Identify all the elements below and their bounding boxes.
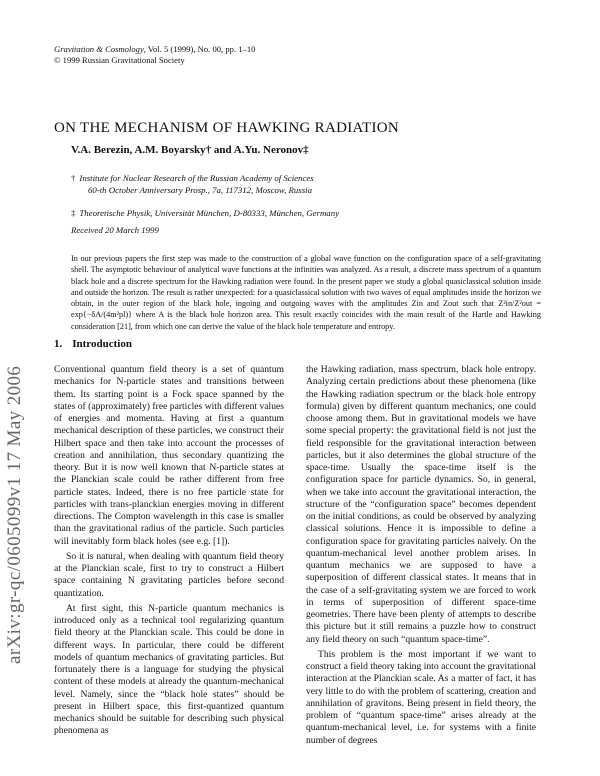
affiliation-1 [71, 172, 314, 196]
journal-header [54, 44, 255, 66]
paragraph: the Hawking radiation, mass spectrum, black hole entropy. Analyzing certain predictions about these phenomena (like the Hawking radiation spectrum or the black hole entropy formula) given by different quantum mechanics, one could choose among them. But in gravitational models we have some special property: the gravitational field is not just the field responsible for the gravitational interaction between particles, but it also determines the global structure of the space-time. Usually the space-time itself is the configuration space for particle dynamics. So, in general, when we take into account the gravitational interaction, the structure of the “configuration space” becomes dependent on the initial conditions, as could be observed by analyzing classical solutions. Hence it is impossible to define a configuration space for gravitating particles naively. On the quantum-mechanical level another problem arises. In quantum mechanics we are supposed to have a superposition of different classical states. It means that in the case of a self-gravitating system we are forced to work in terms of superposition of different space-time geometries. There have been plenty of attempts to describe this picture but it still remains a puzzle how to construct any field theory on such “quantum space-time”. [306, 364, 536, 645]
arxiv-identifier: arXiv:gr-qc/0605099v1 17 May 2006 [4, 365, 25, 664]
paper-title: ON THE MECHANISM OF HAWKING RADIATION [54, 120, 400, 136]
paragraph: Conventional quantum field theory is a set of quantum mechanics for N-particle states and transitions between them. Its starting point is a Fock space spanned by the states of (approximately) free particles with different values of energies and momenta. Having at first a quantum mechanical description of these particles, we construct their Hilbert space and then take into account the processes of creation and annihilation, thus secondary quantizing the theory. But it is now well known that N-particle states at the Planckian scale could be rather different from free particle states. Indeed, there is no free particle state for particles with trans-planckian energies moving in different directions. The Compton wavelength in this case is smaller than the gravitational radius of the particle. Such particles will inevitably form black holes (see e.g. [1]). [54, 364, 284, 547]
authors: V.A. Berezin, A.M. Boyarsky† and A.Yu. Neronov‡ [71, 144, 309, 156]
journal-name: Gravitation & Cosmology [54, 44, 144, 54]
paragraph: At first sight, this N-particle quantum mechanics is introduced only as a technical tool regularizing quantum field theory at the Planckian scale. This could be done in different ways. In particular, there could be different models of quantum mechanics of gravitating particles. But fortunately there is a language for studying the physical content of these models at already the quantum-mechanical level. Namely, since the “black hole states” should be present in Hilbert space, this first-quantized quantum mechanics should be suitable for describing such physical phenomena as [54, 602, 284, 737]
affiliation-2 [71, 207, 339, 219]
section-number: 1. [54, 338, 63, 350]
body-column-right [306, 364, 536, 747]
paragraph: This problem is the most important if we want to construct a field theory taking into account the gravitational interaction at the Planckian scale. As a matter of fact, it has very little to do with the problem of scattering, creation and annihilation of gravitons. Being present in field theory, the problem of “quantum space-time” arises already at the quantum-mechanical level, i.e. for systems with a finite number of degrees [306, 648, 536, 746]
affiliation-mark: ‡ [71, 208, 76, 218]
section-heading [54, 338, 132, 350]
affiliation-line: Theoretische Physik, Universität München, D-80333, München, Germany [79, 208, 340, 218]
paragraph: So it is natural, when dealing with quantum field theory at the Planckian scale, first to try to construct a Hilbert space containing N gravitating particles before second quantization. [54, 550, 284, 599]
affiliation-address: 60-th October Anniversary Prosp., 7a, 117312, Moscow, Russia [88, 185, 312, 195]
journal-details: , Vol. 5 (1999), No. 00, pp. 1–10 [143, 44, 256, 54]
section-title: Introduction [72, 338, 132, 350]
body-column-left [54, 364, 284, 738]
received-date: Received 20 March 1999 [71, 225, 159, 235]
abstract: In our previous papers the first step was made to the construction of a global wave function on the configuration space of a self-gravitating shell. The asymptotic behaviour of analytical wave functions at the infinities was analyzed. As a result, a discrete mass spectrum of a quantum black hole and a discrete spectrum for the Hawking radiation were found. In the present paper we study a global quasiclassical solution inside and outside the horizon. The result is rather unexpected: for a quasiclassical solution with two waves of equal amplitudes inside the horizon we obtain, in the outer region of the black hole, ingoing and outgoing waves with the amplitudes Zin and Zout such that Z²in/Z²out = exp{−δA/(4m²pl)} where A is the black hole horizon area. This result exactly coincides with the main result of the Hartle and Hawking consideration [21], from which one can derive the value of the black hole temperature and entropy. [71, 254, 541, 331]
affiliation-mark: † [71, 173, 76, 183]
copyright-line: © 1999 Russian Gravitational Society [54, 55, 185, 65]
affiliation-line: Institute for Nuclear Research of the Russian Academy of Sciences [79, 173, 314, 183]
journal-citation [54, 44, 255, 55]
